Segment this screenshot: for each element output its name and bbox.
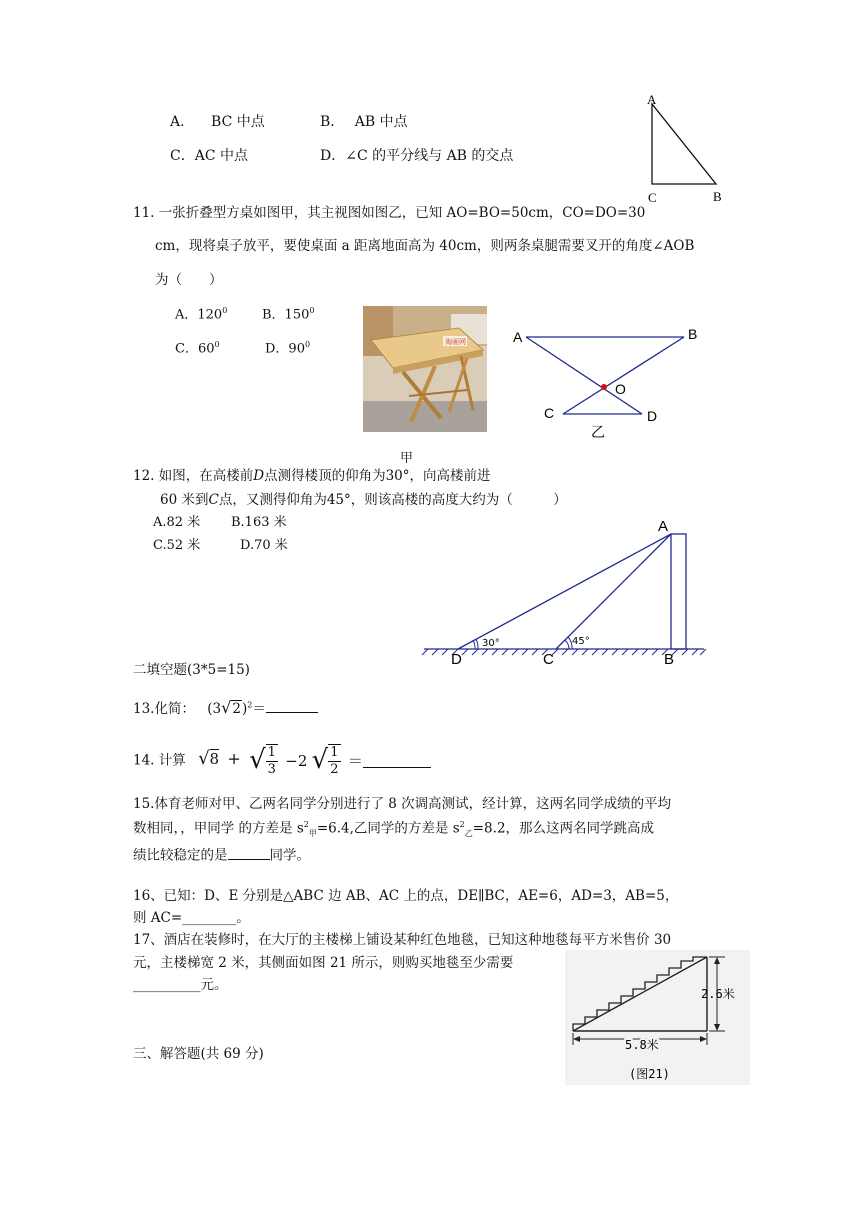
q13-post: )	[241, 701, 248, 717]
q12-line1-deg: 30°	[385, 468, 410, 484]
q11-line1: 11. 一张折叠型方桌如图甲，其主视图如图乙，已知 AO=BO=50cm，CO=DO=30	[133, 205, 646, 221]
q10-option-b	[320, 114, 408, 131]
q12-label-b: B	[664, 651, 675, 668]
q11-photo-stamp: 淘画网	[445, 338, 466, 346]
q12-line1-d: D	[253, 468, 265, 484]
q10-label-c: C	[648, 190, 657, 205]
q17-width-label: 5.8米	[625, 1038, 659, 1052]
q15-sq-1: 2	[303, 820, 309, 829]
q14-frac-2-den: 2	[330, 761, 339, 777]
q11-option-d-deg: 0	[304, 340, 311, 349]
q11-label-o: O	[615, 381, 626, 397]
q15-line3-a: 绩比较稳定的是	[133, 847, 228, 864]
q13-label: 13.化简：	[133, 701, 195, 717]
q10-triangle	[652, 104, 716, 184]
q14-sqrt-sign-1: √	[198, 748, 210, 770]
q12-line2-c-point: C	[208, 492, 219, 508]
q11-option-b	[262, 306, 314, 323]
q10-option-a-text: BC 中点	[211, 114, 265, 130]
q17-line2: 元，主楼梯宽 2 米，其侧面如图 21 所示，则购买地毯至少需要	[133, 955, 514, 971]
q14-line	[133, 744, 431, 777]
q12-building-figure	[420, 515, 710, 667]
section2-heading: 二填空题(3*5=15)	[133, 662, 250, 678]
q11-label-a: A	[513, 329, 523, 345]
q14-frac-1-num: 1	[267, 745, 276, 760]
q11-line3: 为（ ）	[155, 272, 223, 288]
q14-frac-2-num: 1	[330, 745, 339, 760]
q16-line2-b: 。	[236, 910, 250, 926]
q17-line3	[133, 977, 228, 993]
q12-angle-30: 30°	[482, 638, 500, 649]
q12-line2-b: 点，又测得仰角为	[218, 492, 327, 508]
q17-height-label: 2.6米	[701, 987, 735, 1001]
q17-answer-blank[interactable]: __________	[133, 977, 201, 993]
q17-line3-b: 元。	[200, 977, 228, 993]
q10-option-b-letter: B．	[320, 114, 345, 130]
q11-point-o	[601, 384, 607, 390]
q10-option-a	[170, 114, 265, 131]
q14-answer-blank[interactable]	[363, 753, 431, 768]
q17-line1: 17、酒店在装修时，在大厅的主楼梯上铺设某种红色地毯，已知这种地毯每平方米售价 30	[133, 932, 672, 948]
q11-option-b-deg: 0	[309, 306, 315, 315]
q12-line2-deg: 45°	[326, 492, 351, 508]
q16-line2-a: 则 AC=	[133, 910, 183, 926]
q11-option-a	[175, 306, 227, 323]
q12-line1-c: ，向高楼前进	[409, 468, 491, 484]
q14-frac-1-den: 3	[267, 761, 276, 777]
q15-sq-2: 2	[459, 820, 465, 829]
q15-line2-a: 数相同，，甲同学 的方差是 s	[133, 820, 304, 837]
q12-label-a: A	[658, 518, 669, 535]
q10-option-b-text: AB 中点	[354, 114, 408, 130]
q12-line2	[160, 492, 567, 508]
q15-line3-b: 同学。	[269, 847, 310, 864]
q11-label-b: B	[688, 326, 698, 342]
q14-expression	[198, 744, 431, 777]
q15-line3	[133, 845, 310, 864]
q14-minus: −2	[285, 751, 308, 770]
q12-line2-c: ，则该高楼的高度大约为（ ）	[350, 492, 567, 508]
q10-triangle-figure	[630, 90, 740, 210]
q13-eq: ＝	[252, 701, 266, 717]
q14-sqrt-sign-3: √	[311, 745, 329, 775]
q16-line1: 16、已知：D、E 分别是△ABC 边 AB、AC 上的点，DE∥BC，AE=6，AD=3，AB=5，	[133, 888, 679, 904]
q13-root: 2	[232, 701, 241, 717]
q11-fold-diagram	[508, 320, 708, 445]
q11-option-c-deg: 0	[214, 340, 220, 349]
q12-label-d: D	[451, 651, 462, 668]
q13-exp: 2	[247, 700, 253, 710]
q12-line1-b: 点测得楼顶的仰角为	[264, 468, 386, 484]
q10-label-a: A	[647, 92, 657, 107]
q14-frac-1	[266, 744, 278, 777]
q11-option-c	[175, 340, 220, 357]
q11-option-a-text: A．120	[175, 307, 223, 323]
q15-line2	[133, 820, 654, 839]
q12-option-a: A.82 米	[153, 515, 201, 530]
q12-option-d: D.70 米	[240, 538, 288, 553]
q15-line2-b: =6.4,乙同学的方差是 s	[316, 820, 460, 837]
q14-label: 14. 计算	[133, 752, 186, 769]
q11-option-c-text: C．60	[175, 341, 215, 357]
q11-option-b-text: B．150	[262, 307, 310, 323]
q13-answer-blank[interactable]	[266, 699, 318, 714]
q10-option-a-letter: A.	[170, 114, 185, 130]
q11-label-c: C	[544, 405, 555, 421]
q14-eq: ＝	[347, 751, 363, 770]
q15-sub-1: 甲	[308, 829, 317, 839]
q15-sub-2: 乙	[464, 829, 473, 839]
q12-label-c: C	[543, 651, 554, 668]
q12-angle-45: 45°	[572, 636, 590, 647]
section3-heading: 三、解答题(共 69 分)	[133, 1046, 264, 1062]
q14-root-8: 8	[209, 750, 220, 769]
q17-stair-figure	[565, 950, 750, 1085]
q10-label-b: B	[713, 189, 722, 204]
q11-option-d-text: D．90	[265, 341, 305, 357]
q11-option-d	[265, 340, 310, 357]
q13-pre: (3	[207, 701, 222, 717]
q11-photo-caption: 甲	[400, 451, 414, 466]
q17-figure-caption: (图21)	[629, 1067, 670, 1081]
q11-option-a-deg: 0	[222, 306, 228, 315]
q15-line1: 15.体育老师对甲、乙两名同学分别进行了 8 次调高测试，经计算，这两名同学成绩的平均	[133, 796, 672, 812]
q10-option-c: C．AC 中点	[170, 148, 248, 164]
q15-line2-c: =8.2，那么这两名同学跳高成	[472, 820, 655, 837]
q11-table-photo	[363, 306, 487, 432]
q16-line2	[133, 910, 250, 926]
q11-line2: cm，现将桌子放平，要使桌面 a 距离地面高为 40cm，则两条桌腿需要叉开的角度∠AOB	[155, 238, 695, 254]
q14-plus: +	[227, 749, 241, 769]
q13-sqrt-sign: √	[221, 698, 232, 717]
q12-line1	[133, 468, 491, 484]
q12-line1-a: 12. 如图，在高楼前	[133, 468, 254, 484]
q12-option-b: B.163 米	[231, 515, 287, 530]
q15-answer-blank[interactable]	[228, 845, 270, 860]
q14-sqrt-sign-2: √	[249, 745, 266, 775]
q14-frac-2	[328, 744, 340, 777]
q16-answer-blank[interactable]: ________	[182, 910, 237, 926]
q12-line2-a: 60 米到	[160, 492, 209, 508]
q12-option-c: C.52 米	[153, 538, 201, 553]
q10-option-d: D．∠C 的平分线与 AB 的交点	[320, 148, 514, 164]
q11-label-d: D	[647, 408, 658, 424]
q13-line	[133, 698, 318, 717]
q11-diagram-caption: 乙	[591, 425, 605, 441]
